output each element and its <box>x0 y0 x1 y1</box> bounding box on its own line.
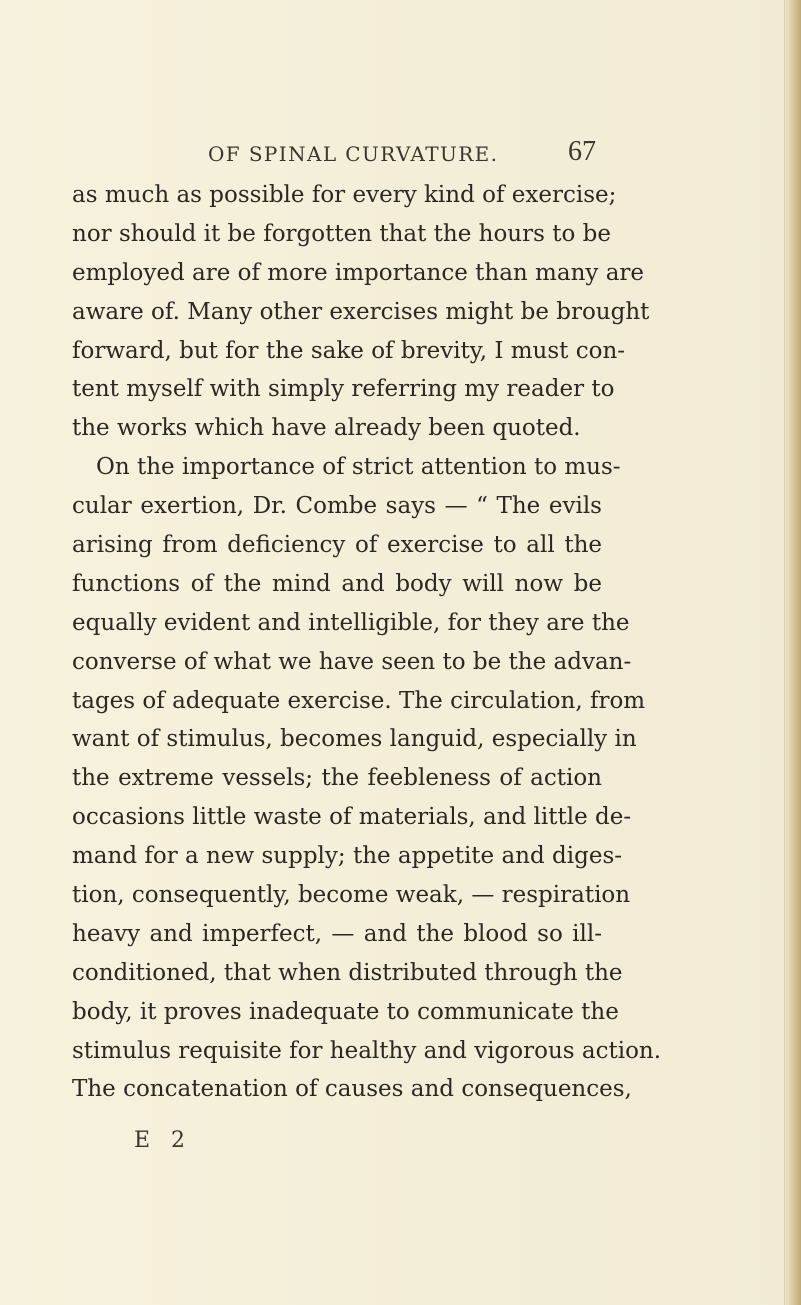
text-line-03: employed are of more importance than many are <box>72 259 645 286</box>
body-text <box>72 176 662 1109</box>
text-line-16: the extreme vessels; the feebleness of action <box>72 765 602 792</box>
page-header <box>76 136 596 176</box>
text-line-06: tent myself with simply referring my reader to <box>72 376 615 403</box>
text-line-10: arising from deficiency of exercise to all the <box>72 532 602 559</box>
text-line-04: aware of. Many other exercises might be brought <box>72 298 650 325</box>
text-line-02: nor should it be forgotten that the hours to be <box>72 220 611 247</box>
text-line-07: the works which have already been quoted. <box>72 415 581 442</box>
text-line-05: forward, but for the sake of brevity, I must con- <box>72 337 626 364</box>
text-line-20: heavy and imperfect, — and the blood so ill- <box>72 920 602 947</box>
text-line-17: occasions little waste of materials, and little de- <box>72 804 632 831</box>
text-line-14: tages of adequate exercise. The circulation, from <box>72 687 646 714</box>
text-line-22: body, it proves inadequate to communicate the <box>72 998 619 1025</box>
signature-mark: E 2 <box>134 1128 193 1153</box>
page-number: 67 <box>568 136 596 167</box>
text-line-23: stimulus requisite for healthy and vigorous action. <box>72 1037 662 1064</box>
text-line-09: cular exertion, Dr. Combe says — “ The evils <box>72 493 602 520</box>
running-head: OF SPINAL CURVATURE. <box>208 142 499 166</box>
text-line-19: tion, consequently, become weak, — respiration <box>72 882 631 909</box>
text-line-12: equally evident and intelligible, for they are the <box>72 609 630 636</box>
text-line-15: want of stimulus, becomes languid, especially in <box>72 726 637 753</box>
page-gutter-edge <box>785 0 801 1305</box>
text-line-24: The concatenation of causes and consequences, <box>72 1076 632 1103</box>
text-line-01: as much as possible for every kind of exercise; <box>72 182 617 208</box>
text-line-08: On the importance of strict attention to mus- <box>96 454 621 481</box>
text-line-18: mand for a new supply; the appetite and diges- <box>72 843 623 870</box>
text-line-21: conditioned, that when distributed through the <box>72 959 623 986</box>
text-line-11: functions of the mind and body will now be <box>72 570 602 597</box>
text-line-13: converse of what we have seen to be the advan- <box>72 648 632 675</box>
